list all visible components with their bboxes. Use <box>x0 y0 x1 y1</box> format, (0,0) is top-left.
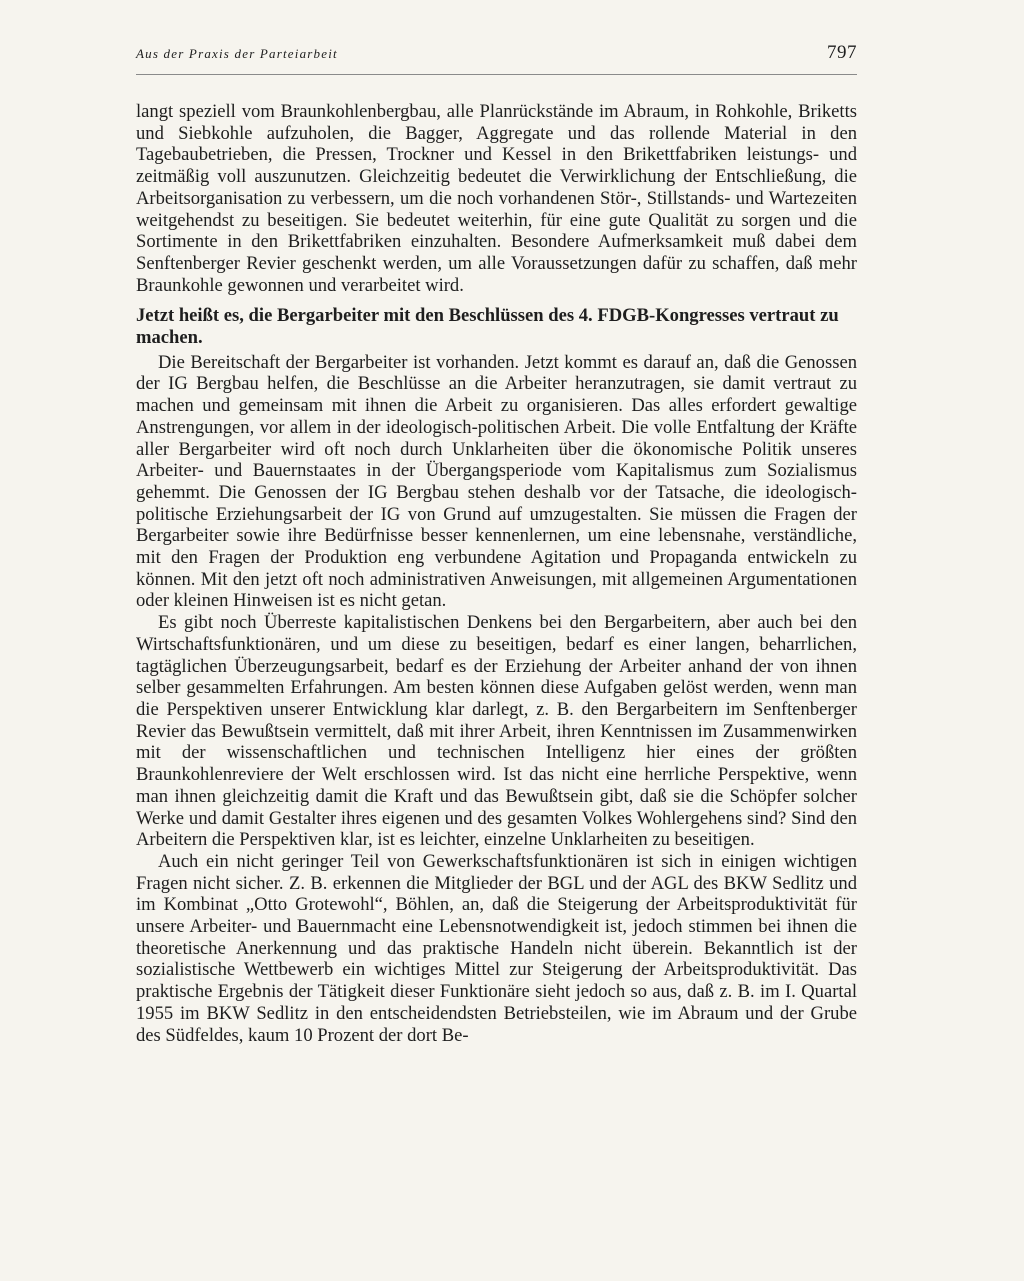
paragraph-2: Die Bereitschaft der Bergarbeiter ist vorhanden. Jetzt kommt es darauf an, daß die Genossen der IG Bergbau helfen, die Beschlüsse an die Arbeiter heranzutragen, sie damit vertraut zu machen und gemeinsam mit ihnen die Arbeit zu organisieren. Das alles erfordert gewaltige Anstrengungen, vor allem in der ideologisch-politischen Arbeit. Die volle Entfaltung der Kräfte aller Bergarbeiter wird oft noch durch Unklarheiten über die ökonomische Politik unseres Arbeiter- und Bauernstaates in der Übergangsperiode vom Kapitalismus zum Sozialismus gehemmt. Die Genossen der IG Bergbau stehen deshalb vor der Tatsache, die ideologisch-politische Erziehungsarbeit der IG von Grund auf umzugestalten. Sie müssen die Fragen der Bergarbeiter sowie ihre Bedürfnisse besser kennenlernen, um eine lebensnahe, verständliche, mit den Fragen der Produktion eng verbundene Agitation und Propaganda entwickeln zu können. Mit den jetzt oft noch administrativen Anweisungen, mit allgemeinen Argumentationen oder kleinen Hinweisen ist es nicht getan. <box>136 351 857 612</box>
running-header <box>136 42 857 75</box>
article-body <box>136 101 857 1046</box>
paragraph-4: Auch ein nicht geringer Teil von Gewerkschaftsfunktionären ist sich in einigen wichtigen Fragen nicht sicher. Z. B. erkennen die Mitglieder der BGL und der AGL des BKW Sedlitz und im Kombinat „Otto Grotewohl“, Böhlen, an, daß die Steigerung der Arbeitsproduktivität für unsere Arbeiter- und Bauernmacht eine Lebensnotwendigkeit ist, jedoch stimmen bei ihnen die theoretische Anerkennung und das praktische Handeln nicht überein. Bekanntlich ist der sozialistische Wettbewerb ein wichtiges Mittel zur Steigerung der Arbeitsproduktivität. Das praktische Ergebnis der Tätigkeit dieser Funktionäre sieht jedoch so aus, daß z. B. im I. Quartal 1955 im BKW Sedlitz in den entscheidendsten Betriebsteilen, wie im Abraum und der Grube des Südfeldes, kaum 10 Prozent der dort Be- <box>136 850 857 1046</box>
document-page <box>136 42 857 1046</box>
paragraph-1: langt speziell vom Braunkohlenbergbau, alle Planrückstände im Abraum, in Rohkohle, Briketts und Siebkohle aufzuholen, die Bagger, Aggregate und das rollende Material in den Tagebaubetrieben, die Pressen, Trockner und Kessel in den Brikettfabriken leistungs- und zeitmäßig voll auszunutzen. Gleichzeitig bedeutet die Verwirklichung der Entschließung, die Arbeitsorganisation zu verbessern, um die noch vorhandenen Stör-, Stillstands- und Wartezeiten weitgehendst zu beseitigen. Sie bedeutet weiterhin, für eine gute Qualität zu sorgen und die Sortimente in den Brikettfabriken einzuhalten. Besondere Aufmerksamkeit muß dabei dem Senftenberger Revier geschenkt werden, um alle Voraussetzungen dafür zu schaffen, daß mehr Braunkohle gewonnen und verarbeitet wird. <box>136 101 857 296</box>
page-number: 797 <box>827 42 857 63</box>
section-heading: Jetzt heißt es, die Bergarbeiter mit den Beschlüssen des 4. FDGB-Kongresses vertraut zu machen. <box>136 305 839 349</box>
section-title: Aus der Praxis der Parteiarbeit <box>136 46 338 61</box>
paragraph-3: Es gibt noch Überreste kapitalistischen Denkens bei den Bergarbeitern, aber auch bei den Wirtschaftsfunktionären, und um diese zu beseitigen, bedarf es einer langen, beharrlichen, tagtäglichen Überzeugungsarbeit, bedarf es der Erziehung der Arbeiter anhand der von ihnen selber gesammelten Erfahrungen. Am besten können diese Aufgaben gelöst werden, wenn man die Perspektiven unserer Entwicklung klar darlegt, z. B. den Bergarbeitern im Senftenberger Revier das Bewußtsein vermittelt, daß mit ihrer Arbeit, ihren Kenntnissen im Zusammenwirken mit der wissenschaftlichen und technischen Intelligenz hier eines der größten Braunkohlenreviere der Welt erschlossen wird. Ist das nicht eine herrliche Perspektive, wenn man ihnen gleichzeitig damit die Kraft und das Bewußtsein gibt, daß sie die Schöpfer solcher Werke und damit Gestalter ihres eigenen und des gesamten Volkes Wohlergehens sind? Sind den Arbeitern die Perspektiven klar, ist es leichter, einzelne Unklarheiten zu beseitigen. <box>136 612 857 851</box>
